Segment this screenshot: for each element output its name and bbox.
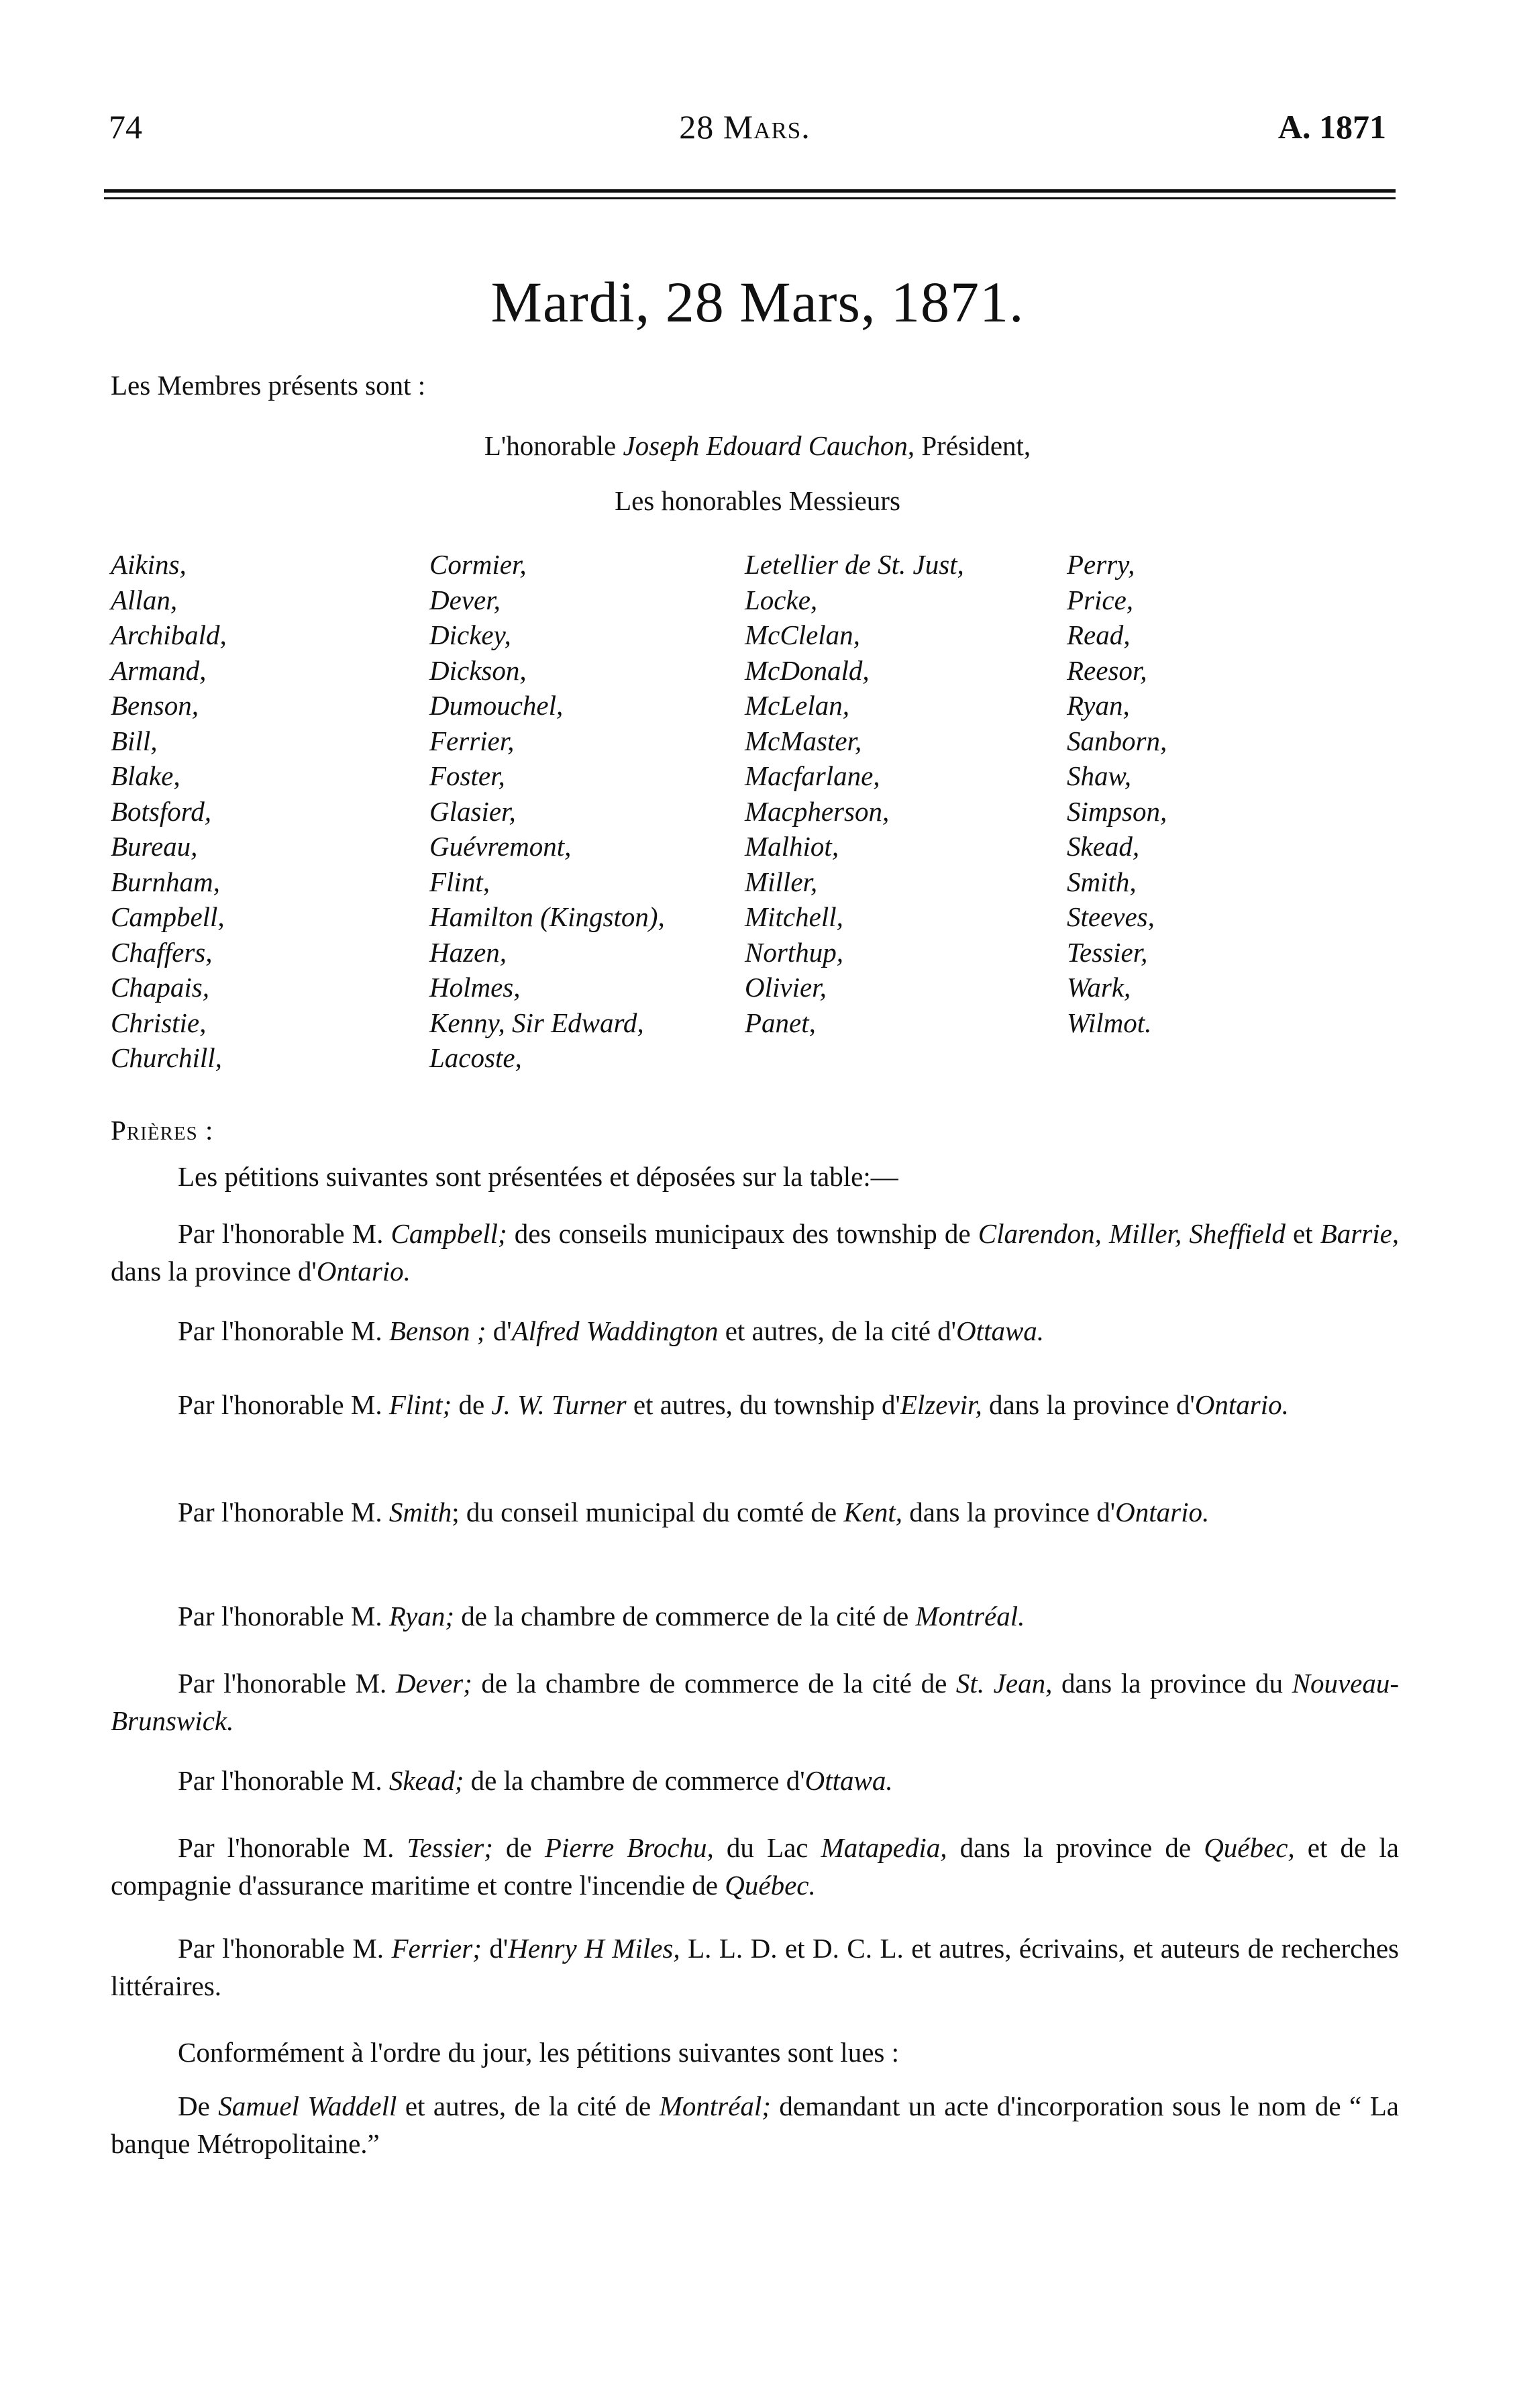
paragraph-text	[111, 1597, 1399, 1635]
member-name: Tessier,	[1067, 936, 1148, 968]
italic-run: Québec,	[1204, 1832, 1295, 1863]
member-name: Aikins,	[111, 549, 187, 580]
member-name: Bureau,	[111, 831, 198, 862]
paragraph-text	[111, 1215, 1399, 1290]
italic-run: Ryan;	[388, 1601, 454, 1632]
member-name: Macfarlane,	[745, 760, 880, 791]
text-run: Par l'honorable M.	[178, 1497, 389, 1527]
member-name: Ryan,	[1067, 690, 1130, 721]
paragraph-text: Les pétitions suivantes sont présentées et déposées sur la table:—	[178, 1161, 898, 1192]
header-rule-thick	[104, 189, 1396, 193]
page-number: 74	[109, 108, 142, 146]
member-name: Lacoste,	[429, 1042, 522, 1073]
paragraph-text	[111, 1493, 1399, 1531]
member-name: McMaster,	[745, 725, 862, 756]
italic-run: Ontario.	[1115, 1497, 1210, 1527]
italic-run: Ontario.	[1194, 1389, 1289, 1420]
italic-run: Skead;	[388, 1765, 464, 1796]
text-run	[1182, 1218, 1189, 1249]
italic-run: Nouveau-Brunswick.	[111, 1668, 1399, 1736]
italic-run: Québec.	[725, 1870, 816, 1901]
text-run: Par l'honorable M.	[178, 1933, 392, 1964]
italic-run: Henry H Miles,	[508, 1933, 680, 1964]
italic-run: Ontario.	[316, 1256, 411, 1287]
member-name: Holmes,	[429, 972, 521, 1003]
italic-run: Pierre Brochu,	[544, 1832, 714, 1863]
text-run: et autres, de la cité de	[397, 2091, 660, 2121]
text-run: et autres, du township d'	[626, 1389, 900, 1420]
text-run: et de la compagnie d'assurance maritime et contre l'incendie de	[111, 1832, 1399, 1901]
paragraph	[111, 1493, 1399, 1531]
member-name: Malhiot,	[745, 831, 839, 862]
member-name: Dumouchel,	[429, 690, 564, 721]
member-name: Allan,	[111, 584, 178, 615]
text-run: L. L. D. et D. C. L. et autres, écrivains, et auteurs de recherches littéraires.	[111, 1933, 1399, 2001]
text-run: dans la province d'	[902, 1497, 1116, 1527]
member-name: Reesor,	[1067, 654, 1147, 686]
text-run: d'	[486, 1315, 512, 1346]
italic-run: St. Jean,	[955, 1668, 1053, 1699]
text-run: De	[178, 2091, 219, 2121]
text-run: et autres, de la cité d'	[718, 1315, 957, 1346]
member-name: Glasier,	[429, 795, 516, 827]
paragraph-text	[111, 2087, 1399, 2162]
member-name: Miller,	[745, 866, 818, 897]
italic-run: Tessier;	[407, 1832, 493, 1863]
italic-run: J. W. Turner	[491, 1389, 627, 1420]
text-run: Par l'honorable M.	[178, 1668, 396, 1699]
italic-run: Ferrier;	[391, 1933, 482, 1964]
italic-run: Campbell;	[390, 1218, 507, 1249]
italic-run: Smith	[388, 1497, 452, 1527]
member-name: Hamilton (Kingston),	[429, 901, 665, 932]
paragraph	[111, 1597, 1399, 1635]
members-intro: Les Membres présents sont :	[111, 370, 426, 401]
text-run: et	[1285, 1218, 1320, 1249]
president-suffix: , Président,	[907, 430, 1031, 461]
member-name: Guévremont,	[429, 831, 572, 862]
member-name: Dever,	[429, 584, 501, 615]
member-name: Armand,	[111, 654, 207, 686]
paragraph-text	[111, 1829, 1399, 1904]
text-run: ; du conseil municipal du comté de	[452, 1497, 844, 1527]
text-run: demandant un acte d'incorporation sous le nom de “ La banque Métropolitaine.”	[111, 2091, 1399, 2159]
member-name: Panet,	[745, 1007, 816, 1038]
text-run: de	[452, 1389, 492, 1420]
italic-run: Montréal;	[659, 2091, 771, 2121]
paragraph-text	[111, 1929, 1399, 2005]
member-name: Dickson,	[429, 654, 527, 686]
members-column-2	[429, 547, 665, 1076]
member-name: Botsford,	[111, 795, 211, 827]
text-run: Par l'honorable M.	[178, 1389, 389, 1420]
member-name: Wark,	[1067, 972, 1131, 1003]
page-header	[94, 107, 1396, 161]
italic-run: Elzevir,	[900, 1389, 982, 1420]
italic-run: Miller,	[1109, 1218, 1182, 1249]
member-name: McDonald,	[745, 654, 870, 686]
paragraph	[111, 1829, 1399, 1904]
paragraph	[111, 1215, 1399, 1290]
text-run: de la chambre de commerce d'	[464, 1765, 805, 1796]
text-run: d'	[481, 1933, 509, 1964]
paragraph	[111, 1158, 1399, 1195]
text-run: des conseils municipaux des township de	[507, 1218, 978, 1249]
member-name: Christie,	[111, 1007, 207, 1038]
members-column-4	[1067, 547, 1167, 1040]
italic-run: Montréal.	[915, 1601, 1025, 1632]
italic-run: Dever;	[395, 1668, 472, 1699]
paragraph-text	[111, 1664, 1399, 1740]
member-name: Flint,	[429, 866, 490, 897]
text-run: de la chambre de commerce de la cité de	[454, 1601, 916, 1632]
italic-run: Flint;	[388, 1389, 452, 1420]
text-run	[1102, 1218, 1109, 1249]
member-name: Wilmot.	[1067, 1007, 1152, 1038]
paragraph	[111, 1664, 1399, 1740]
member-name: Price,	[1067, 584, 1134, 615]
section-heading-prieres: Prières :	[111, 1115, 214, 1146]
paragraph	[111, 1386, 1399, 1423]
member-name: Chapais,	[111, 972, 209, 1003]
text-run: dans la province d'	[111, 1256, 317, 1287]
paragraph	[111, 2034, 1399, 2071]
member-name: Olivier,	[745, 972, 827, 1003]
text-run: dans la province d'	[982, 1389, 1195, 1420]
member-name: McLelan,	[745, 690, 849, 721]
text-run: Par l'honorable M.	[178, 1315, 389, 1346]
member-name: Macpherson,	[745, 795, 890, 827]
president-prefix: L'honorable	[484, 430, 617, 461]
member-name: Kenny, Sir Edward,	[429, 1007, 644, 1038]
member-name: Read,	[1067, 619, 1131, 650]
president-name: Joseph Edouard Cauchon	[623, 430, 908, 461]
president-line	[0, 430, 1515, 462]
paragraph-text	[111, 1312, 1399, 1350]
member-name: Churchill,	[111, 1042, 222, 1073]
italic-run: Samuel Waddell	[218, 2091, 397, 2121]
member-name: Benson,	[111, 690, 199, 721]
text-run: Par l'honorable M.	[178, 1601, 389, 1632]
text-run: de la chambre de commerce de la cité de	[472, 1668, 956, 1699]
member-name: Skead,	[1067, 831, 1140, 862]
italic-run: Benson ;	[388, 1315, 486, 1346]
members-column-3	[745, 547, 964, 1040]
paragraph-text	[111, 1386, 1399, 1423]
member-name: Locke,	[745, 584, 818, 615]
italic-run: Matapedia,	[821, 1832, 947, 1863]
paragraph	[111, 1762, 1399, 1799]
member-name: Archibald,	[111, 619, 227, 650]
member-name: Mitchell,	[745, 901, 843, 932]
italic-run: Ottawa.	[956, 1315, 1045, 1346]
member-name: Dickey,	[429, 619, 511, 650]
header-rule-thin	[104, 197, 1396, 199]
paragraph	[111, 1929, 1399, 2005]
italic-run: Barrie,	[1320, 1218, 1400, 1249]
member-name: Hazen,	[429, 936, 507, 968]
member-name: Cormier,	[429, 549, 527, 580]
text-run: Par l'honorable M.	[178, 1218, 391, 1249]
member-name: Shaw,	[1067, 760, 1132, 791]
member-name: Bill,	[111, 725, 158, 756]
text-run: du Lac	[713, 1832, 821, 1863]
member-name: Foster,	[429, 760, 505, 791]
member-name: Letellier de St. Just,	[745, 549, 964, 580]
member-name: Chaffers,	[111, 936, 213, 968]
members-list	[111, 547, 1399, 1084]
member-name: McClelan,	[745, 619, 860, 650]
text-run: Par l'honorable M.	[178, 1832, 407, 1863]
text-run: dans la province du	[1052, 1668, 1292, 1699]
italic-run: Clarendon,	[978, 1218, 1102, 1249]
member-name: Sanborn,	[1067, 725, 1167, 756]
paragraph-text: Conformément à l'ordre du jour, les pétitions suivantes sont lues :	[178, 2037, 899, 2068]
text-run: Par l'honorable M.	[178, 1765, 389, 1796]
italic-run: Ottawa.	[804, 1765, 893, 1796]
italic-run: Kent,	[843, 1497, 903, 1527]
page-title: Mardi, 28 Mars, 1871.	[490, 270, 1025, 334]
paragraph-text	[111, 1762, 1399, 1799]
header-year: A. 1871	[1277, 108, 1386, 146]
member-name: Steeves,	[1067, 901, 1155, 932]
member-name: Burnham,	[111, 866, 220, 897]
member-name: Campbell,	[111, 901, 225, 932]
member-name: Ferrier,	[429, 725, 515, 756]
text-run: dans la province de	[947, 1832, 1204, 1863]
paragraph	[111, 1312, 1399, 1350]
italic-run: Sheffield	[1189, 1218, 1286, 1249]
member-name: Perry,	[1067, 549, 1135, 580]
member-name: Blake,	[111, 760, 180, 791]
header-date: 28 Mars.	[679, 108, 811, 146]
paragraph	[111, 2087, 1399, 2162]
member-name: Northup,	[745, 936, 843, 968]
honorables-line: Les honorables Messieurs	[615, 485, 900, 516]
text-run: de	[492, 1832, 545, 1863]
member-name: Smith,	[1067, 866, 1137, 897]
member-name: Simpson,	[1067, 795, 1167, 827]
italic-run: Alfred Waddington	[511, 1315, 719, 1346]
members-column-1	[111, 547, 227, 1076]
